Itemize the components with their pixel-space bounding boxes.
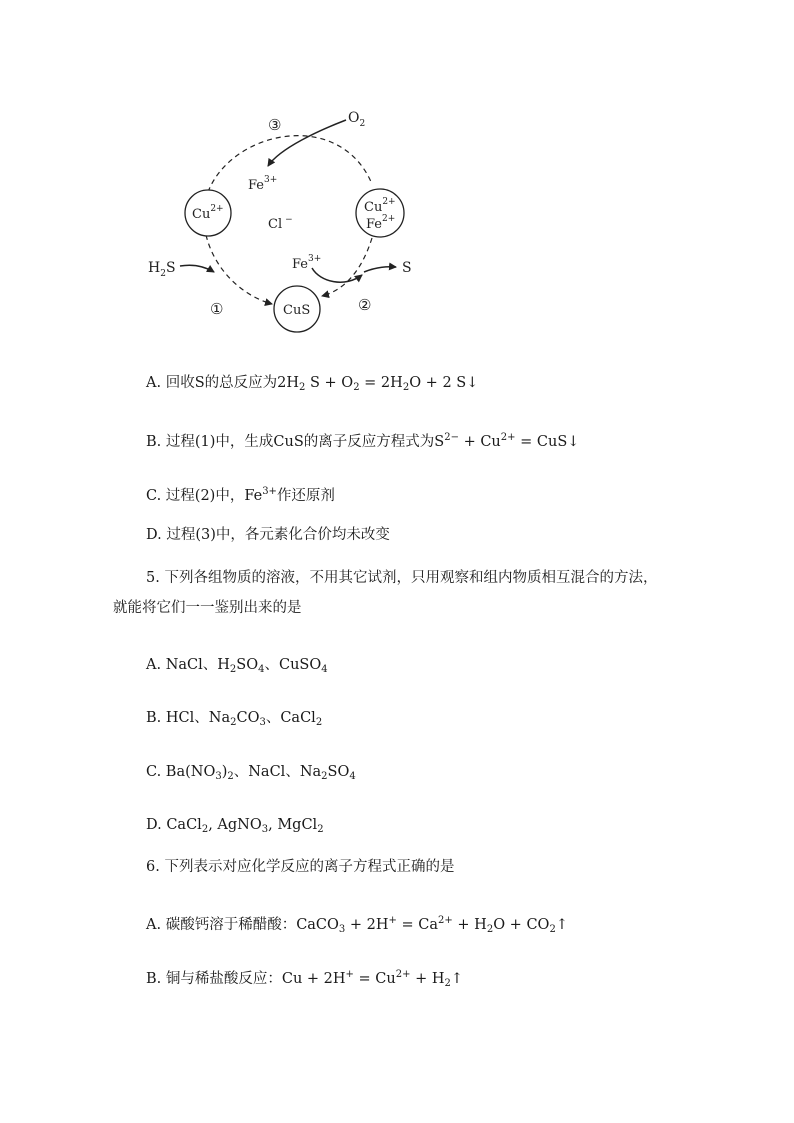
q5-stem-line2: 就能将它们一一鉴别出来的是 bbox=[113, 600, 302, 616]
cycle-arc-top bbox=[208, 136, 372, 192]
h2s-label: $H_2S$ bbox=[148, 260, 176, 279]
q6-option-a[interactable]: A. 碳酸钙溶于稀醋酸：CaCO$_3$ + $2H^+ = Ca^{2+} + H_2O$ + $CO_2↑$ bbox=[146, 915, 568, 935]
cl-label: Cl − bbox=[268, 215, 293, 232]
fe2-right-label: $Fe^{2+}$ bbox=[366, 214, 396, 232]
step3-label: ③ bbox=[268, 116, 282, 134]
s-arrow bbox=[364, 267, 396, 272]
q6-option-b[interactable]: B. 铜与稀盐酸反应：$Cu + 2H^+ = Cu^{2+}$ + $H_2↑$ bbox=[146, 969, 464, 989]
reaction-cycle-diagram bbox=[140, 100, 430, 340]
q4-option-a[interactable]: A. 回收S的总反应为$2H_2$ $S + O_2 = 2H_2O + 2$ S↓ bbox=[146, 375, 479, 393]
fe3-arrow bbox=[312, 268, 362, 282]
o2-label: $O_2$ bbox=[348, 110, 366, 129]
cu2-right-label: $Cu^{2+}$ bbox=[364, 197, 396, 215]
cycle-arc-left bbox=[206, 235, 272, 304]
q5-option-b[interactable]: B. HCl、$Na_2CO_3$、CaCl$_2$ bbox=[146, 710, 323, 728]
s-product-label: S bbox=[402, 260, 412, 276]
step1-label: ① bbox=[210, 300, 224, 318]
q4-option-c[interactable]: C. 过程(2)中，$Fe^{3+}$作还原剂 bbox=[146, 486, 335, 504]
cus-label: CuS bbox=[283, 303, 311, 318]
fe3-top-label: $Fe^{3+}$ bbox=[248, 175, 278, 193]
q5-option-d[interactable]: D. CaCl$_2$, AgNO$_3$, MgCl$_2$ bbox=[146, 817, 324, 835]
q6-stem: 6. 下列表示对应化学反应的离子方程式正确的是 bbox=[146, 859, 455, 875]
q5-option-c[interactable]: C. $Ba(NO_3)_2$、NaCl、$Na_2SO_4$ bbox=[146, 764, 356, 782]
cu2-left-label: $Cu^{2+}$ bbox=[192, 204, 224, 222]
q4-option-b[interactable]: B. 过程(1)中，生成CuS的离子反应方程式为$S^{2-} + Cu^{2+}$ = CuS↓ bbox=[146, 432, 580, 450]
step2-label: ② bbox=[358, 296, 372, 314]
fe3-mid-label: $Fe^{3+}$ bbox=[292, 254, 322, 272]
h2s-arrow bbox=[180, 265, 214, 272]
q4-option-d[interactable]: D. 过程(3)中，各元素化合价均未改变 bbox=[146, 527, 390, 543]
cycle-arc-right bbox=[322, 238, 372, 296]
q5-stem-line1: 5. 下列各组物质的溶液，不用其它试剂，只用观察和组内物质相互混合的方法， bbox=[146, 570, 658, 586]
q5-option-a[interactable]: A. NaCl、$H_2SO_4$、CuSO$_4$ bbox=[146, 657, 328, 675]
